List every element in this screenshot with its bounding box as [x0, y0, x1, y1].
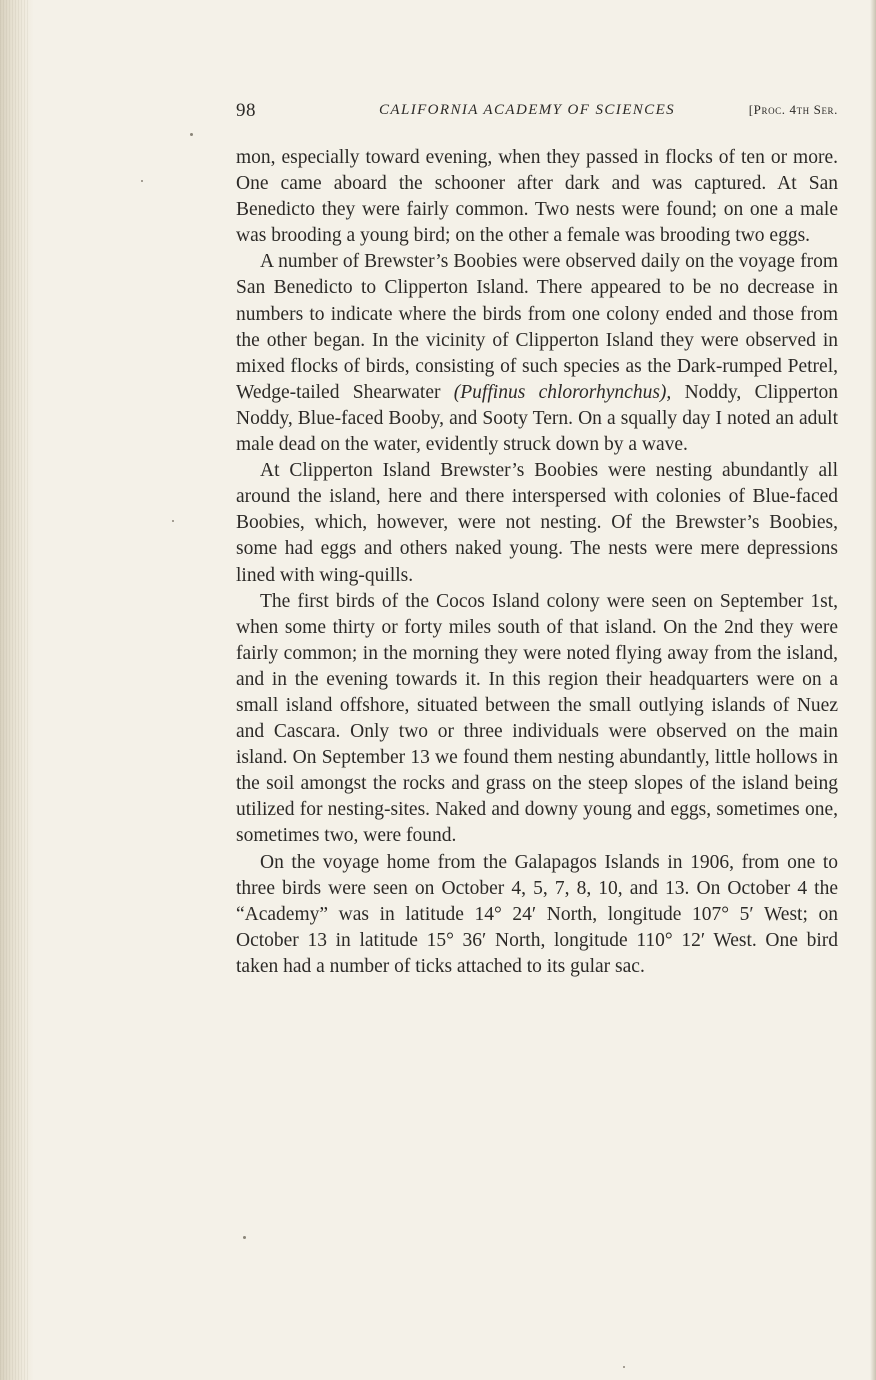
paper-speck — [243, 1236, 246, 1239]
paragraph-4: The first birds of the Cocos Island colony were seen on September 1st, when some thirty or forty miles south of that island. On the 2nd they were fairly common; in the morning they were noted flying away from the island, and in the evening towards it. In this region their headquarters were on a small island offshore, situated between the small outlying islands of Nuez and Cascara. Only two or three individuals were observed on the main island. On September 13 we found them nesting abundantly, little hollows in the soil amongst the rocks and grass on the steep slopes of the island being utilized for nesting-sites. Naked and downy young and eggs, sometimes one, sometimes two, were found. — [236, 590, 838, 847]
paragraph-5: On the voyage home from the Galapagos Islands in 1906, from one to three birds were seen on October 4, 5, 7, 8, 10, and 13. On October 4 the “Academy” was in latitude 14° 24′ North, longitude 107° 5′ West; on October 13 in latitude 15° 36′ North, longitude 110° 12′ West. One bird taken had a number of ticks attached to its gular sac. — [236, 851, 838, 977]
paper-speck — [172, 520, 174, 522]
page-number: 98 — [236, 100, 256, 121]
paragraph-1: mon, especially toward evening, when they passed in flocks of ten or more. One came aboard the schooner after dark and was captured. At San Benedicto they were fairly common. Two nests were found; on one a male was brooding a young bird; on the other a female was brooding two eggs. — [236, 147, 838, 247]
paragraph-2 — [236, 249, 838, 458]
paragraph-2-text-a: A number of Brewster’s Boobies were observed daily on the voyage from San Benedicto to Clipperton Island. There appeared to be no decrease in numbers to indicate where the birds from one colony ended and those from the other began. In the vicinity of Clipperton Island they were observed in mixed flocks of birds, consisting of such species as the Dark-rumped Petrel, Wedge-tailed Shearwater — [236, 251, 838, 403]
running-head-title: CALIFORNIA ACADEMY OF SCIENCES — [379, 102, 676, 118]
paper-speck — [190, 133, 193, 136]
page-right-edge — [870, 0, 876, 1380]
running-header — [236, 100, 840, 126]
series-label: [Proc. 4th Ser. — [748, 102, 838, 117]
paper-speck — [623, 1366, 625, 1368]
paragraph-3: At Clipperton Island Brewster’s Boobies were nesting abundantly all around the island, here and there interspersed with colonies of Blue-faced Boobies, which, however, were not nesting. Of the Brewster’s Boobies, some had eggs and others naked young. The nests were mere depressions lined with wing-quills. — [236, 460, 838, 586]
paper-speck — [141, 180, 143, 182]
binding-texture — [0, 0, 30, 1380]
paragraph-2-text-b: Noddy, Clipperton Noddy, Blue-faced Booby, and Sooty Tern. On a squally day I noted an adult male dead on the water, evidently struck down by a wave. — [236, 381, 838, 456]
article-body — [236, 145, 838, 980]
species-name: (Puffinus chlororhynchus), — [453, 381, 672, 403]
